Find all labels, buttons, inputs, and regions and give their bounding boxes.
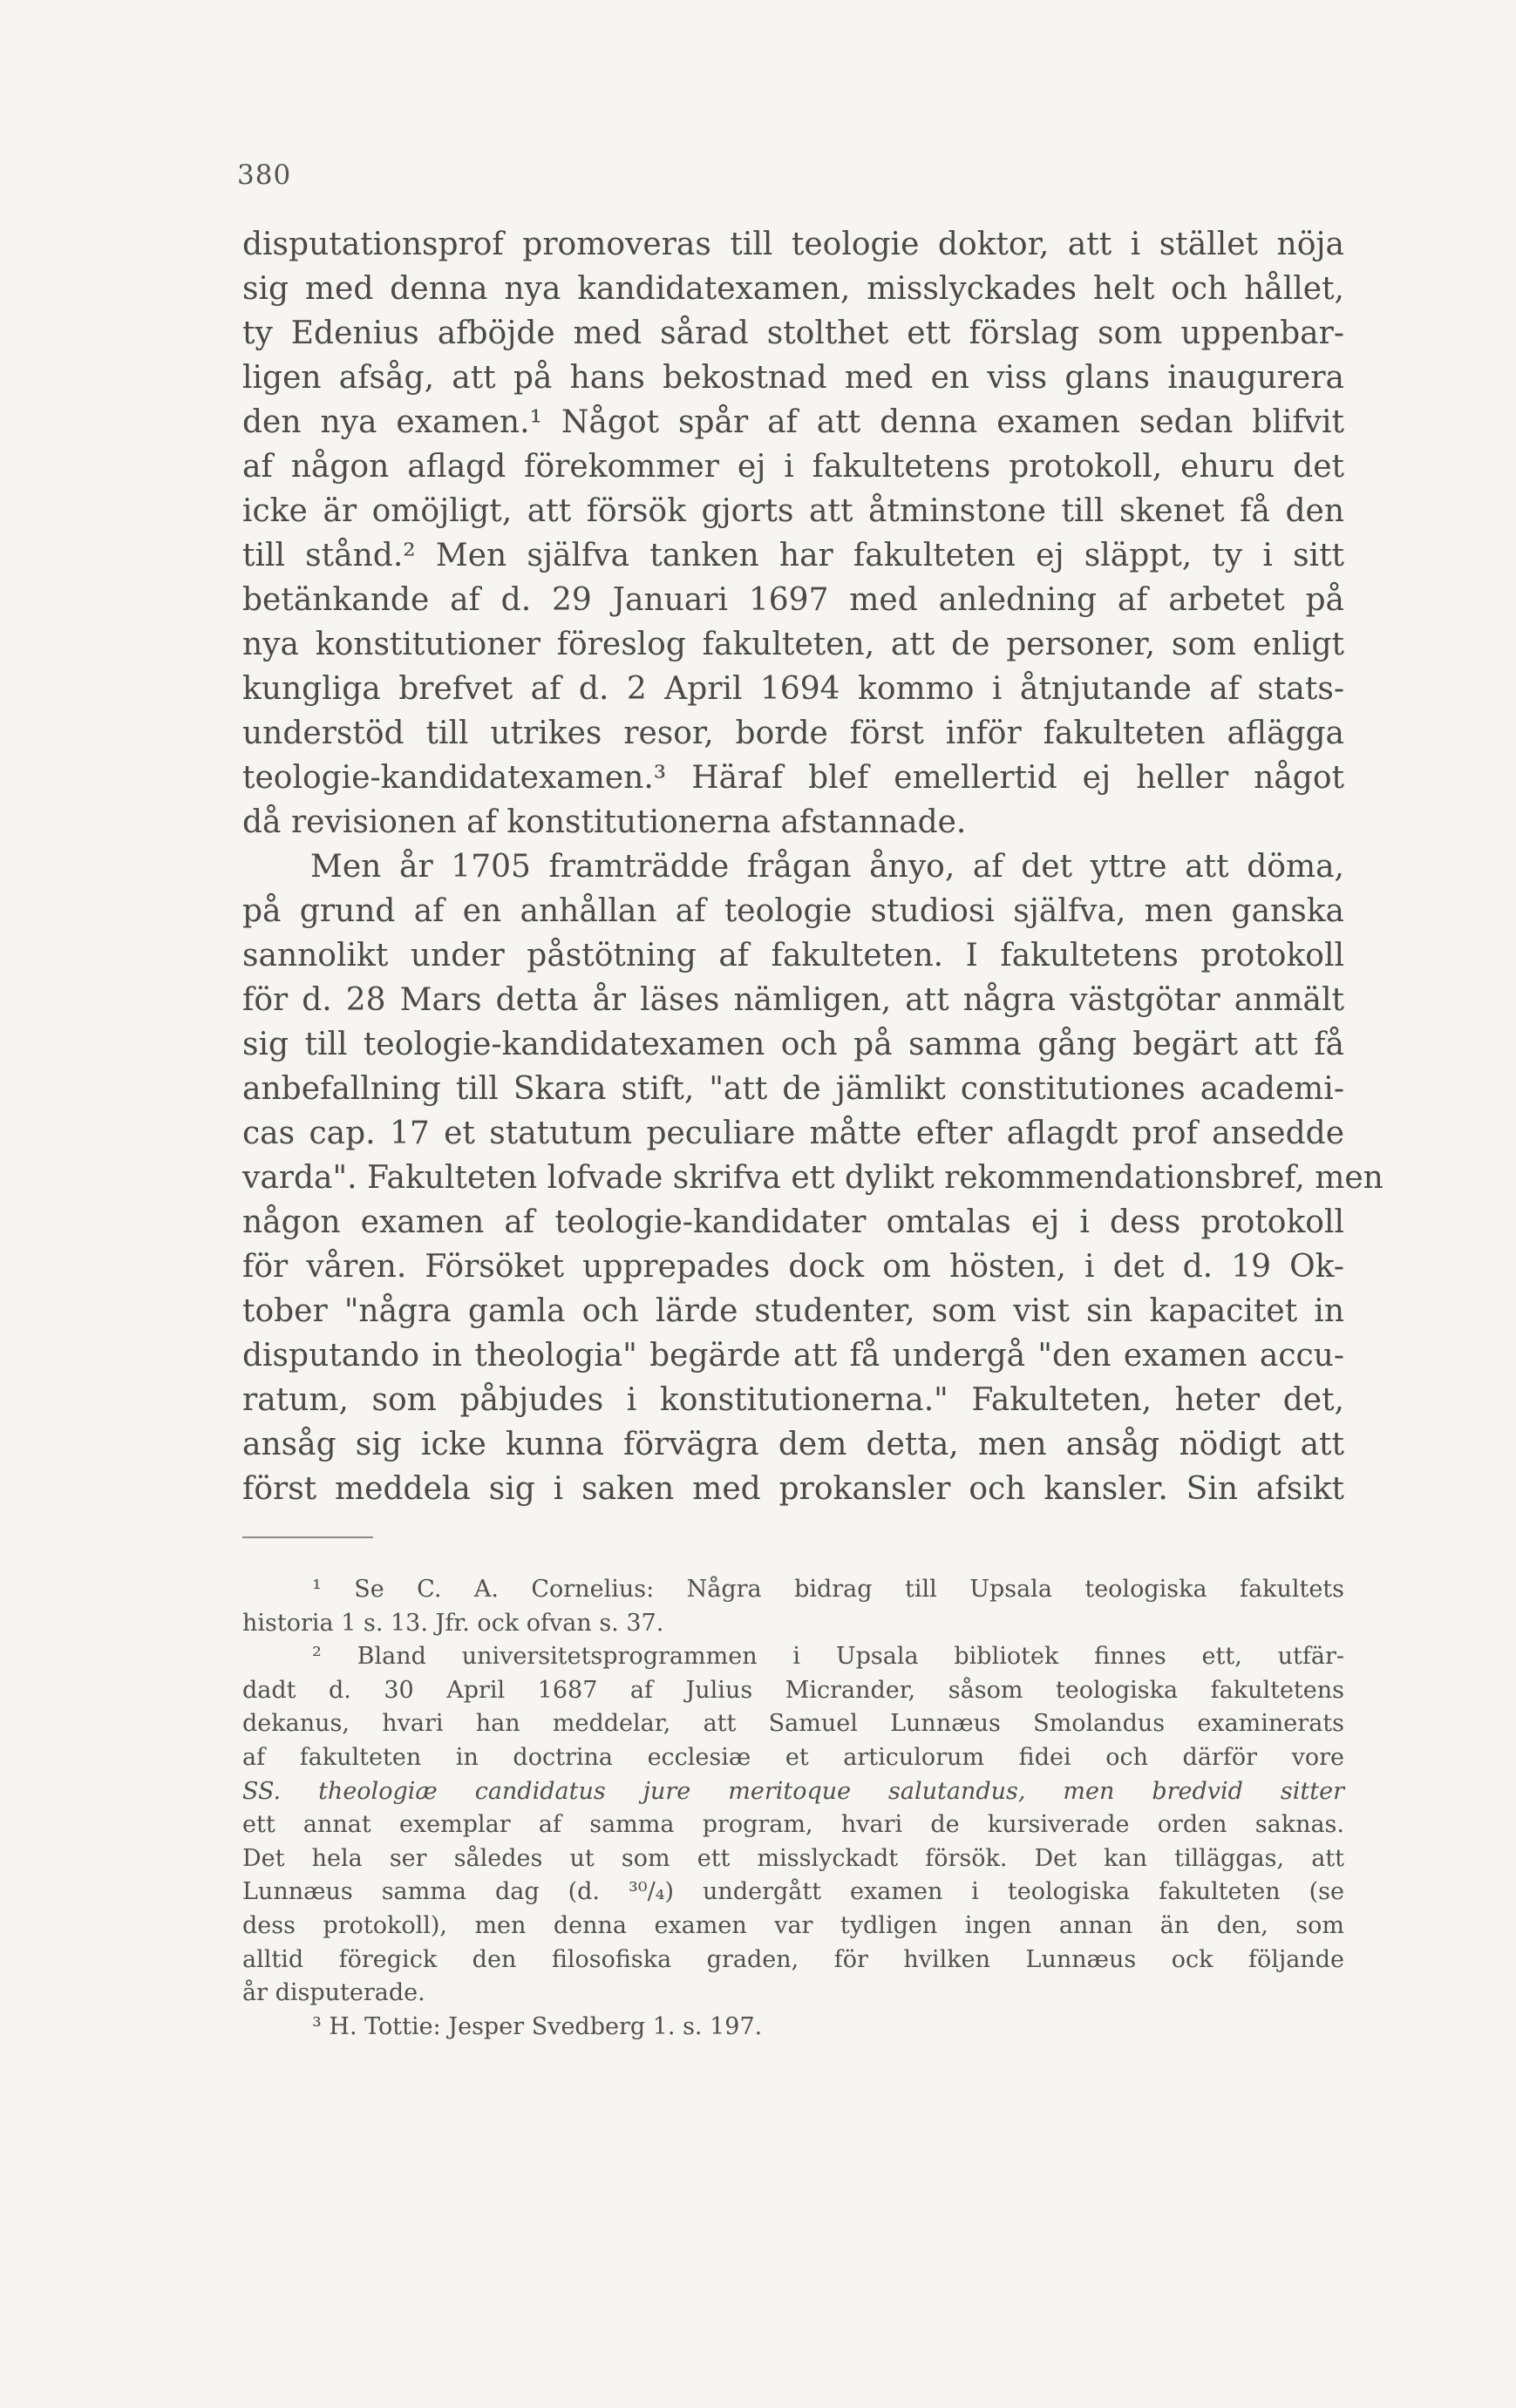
footnote-line: ett annat exemplar af samma program, hvari de kursiverade orden saknas. bbox=[242, 1811, 1344, 1839]
footnote-line: alltid föregick den filosofiska graden, för hvilken Lunnæus ock följande bbox=[242, 1945, 1344, 1973]
footnotes bbox=[242, 1573, 1344, 2044]
text-line: disputationsprof promoveras till teologie doktor, att i stället nöja bbox=[242, 227, 1344, 262]
text-line: på grund af en anhållan af teologie studiosi själfva, men ganska bbox=[242, 893, 1344, 929]
text-line: icke är omöjligt, att försök gjorts att åtminstone till skenet få den bbox=[242, 493, 1344, 529]
footnote-line: år disputerade. bbox=[242, 1979, 425, 2007]
footnote-line: SS. theologiæ candidatus jure meritoque salutandus, men bredvid sitter bbox=[242, 1777, 1344, 1805]
text-line: först meddela sig i saken med prokansler och kansler. Sin afsikt bbox=[242, 1471, 1344, 1507]
body-text bbox=[242, 222, 1383, 1511]
footnote-line: ³ H. Tottie: Jesper Svedberg 1. s. 197. bbox=[312, 2012, 763, 2040]
text-line: Men år 1705 framträdde frågan ånyo, af det yttre att döma, bbox=[310, 849, 1344, 885]
text-line: sig till teologie-kandidatexamen och på samma gång begärt att få bbox=[242, 1027, 1344, 1062]
text-line: disputando in theologia" begärde att få undergå "den examen accu- bbox=[242, 1338, 1344, 1374]
text-line: sig med denna nya kandidatexamen, misslyckades helt och hållet, bbox=[242, 271, 1344, 307]
text-line: tober "några gamla och lärde studenter, som vist sin kapacitet in bbox=[242, 1293, 1344, 1329]
footnote-divider bbox=[242, 1536, 373, 1538]
text-line: understöd till utrikes resor, borde först inför fakulteten aflägga bbox=[242, 716, 1344, 751]
footnote-line: ¹ Se C. A. Cornelius: Några bidrag till Upsala teologiska fakultets bbox=[312, 1576, 1344, 1603]
text-line: af någon aflagd förekommer ej i fakultetens protokoll, ehuru det bbox=[242, 449, 1344, 485]
text-line: den nya examen.¹ Något spår af att denna examen sedan blifvit bbox=[242, 404, 1344, 440]
text-line: ligen afsåg, att på hans bekostnad med en viss glans inaugurera bbox=[242, 360, 1344, 396]
text-line: för våren. Försöket upprepades dock om hösten, i det d. 19 Ok- bbox=[242, 1249, 1344, 1285]
text-line: sannolikt under påstötning af fakulteten. I fakultetens protokoll bbox=[242, 938, 1344, 973]
text-line: ansåg sig icke kunna förvägra dem detta, men ansåg nödigt att bbox=[242, 1427, 1344, 1462]
text-line: någon examen af teologie-kandidater omtalas ej i dess protokoll bbox=[242, 1204, 1344, 1240]
footnote-line: historia 1 s. 13. Jfr. ock ofvan s. 37. bbox=[242, 1609, 664, 1637]
text-line: nya konstitutioner föreslog fakulteten, att de personer, som enligt bbox=[242, 627, 1344, 662]
footnote-line: dekanus, hvari han meddelar, att Samuel Lunnæus Smolandus examinerats bbox=[242, 1710, 1344, 1738]
text-line: ratum, som påbjudes i konstitutionerna." Fakulteten, heter det, bbox=[242, 1382, 1344, 1418]
text-line: betänkande af d. 29 Januari 1697 med anledning af arbetet på bbox=[242, 582, 1344, 618]
footnote-line: ² Bland universitetsprogrammen i Upsala bibliotek finnes ett, utfär- bbox=[312, 1643, 1344, 1671]
text-line: till stånd.² Men själfva tanken har fakulteten ej släppt, ty i sitt bbox=[242, 538, 1344, 573]
footnote-line: dadt d. 30 April 1687 af Julius Micrander, såsom teologiska fakultetens bbox=[242, 1676, 1344, 1704]
text-line: varda". Fakulteten lofvade skrifva ett dylikt rekommendationsbref, men bbox=[242, 1160, 1383, 1196]
text-line: anbefallning till Skara stift, "att de jämlikt constitutiones academi- bbox=[242, 1071, 1344, 1107]
text-line: teologie-kandidatexamen.³ Häraf blef emellertid ej heller något bbox=[242, 760, 1344, 796]
text-line: kungliga brefvet af d. 2 April 1694 kommo i åtnjutande af stats- bbox=[242, 671, 1344, 707]
text-line: då revisionen af konstitutionerna afstannade. bbox=[242, 804, 967, 840]
text-line: för d. 28 Mars detta år läses nämligen, att några västgötar anmält bbox=[242, 982, 1344, 1018]
footnote-line: Det hela ser således ut som ett misslyckadt försök. Det kan tilläggas, att bbox=[242, 1844, 1344, 1872]
footnote-line: dess protokoll), men denna examen var tydligen ingen annan än den, som bbox=[242, 1911, 1344, 1939]
footnote-line: Lunnæus samma dag (d. ³⁰/₄) undergått examen i teologiska fakulteten (se bbox=[242, 1878, 1344, 1906]
text-line: ty Edenius afböjde med sårad stolthet ett förslag som uppenbar- bbox=[242, 315, 1344, 351]
footnote-line: af fakulteten in doctrina ecclesiæ et articulorum fidei och därför vore bbox=[242, 1743, 1344, 1771]
text-line: cas cap. 17 et statutum peculiare måtte efter aflagdt prof ansedde bbox=[242, 1116, 1344, 1151]
page-number: 380 bbox=[237, 159, 292, 191]
